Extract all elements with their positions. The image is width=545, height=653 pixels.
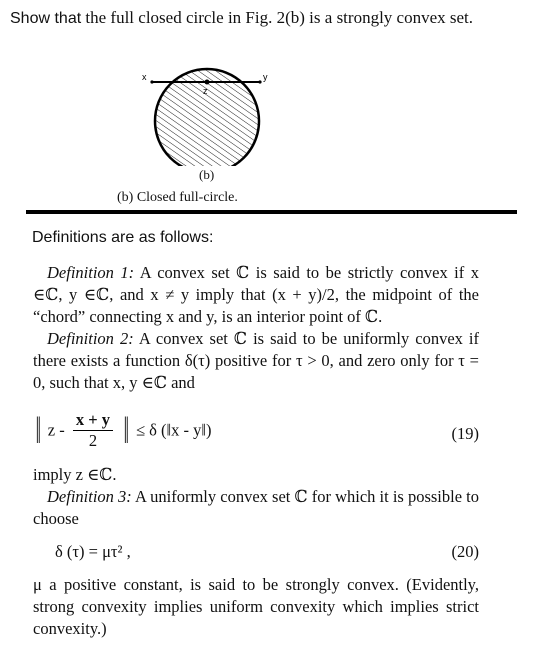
equation-20-number: (20) — [451, 542, 479, 561]
imply-line: imply z ∈ℂ. — [33, 465, 117, 484]
point-x-dot — [150, 80, 153, 83]
point-z-label: z — [203, 86, 208, 96]
definition-3-paragraph — [33, 486, 479, 530]
question-lead: Show that — [10, 10, 82, 27]
question-text — [10, 8, 473, 28]
definition-3-term: Definition 3: — [47, 487, 132, 506]
question-rest: the full closed circle in Fig. 2(b) is a strongly convex set. — [85, 8, 474, 27]
figure-caption: (b) Closed full-circle. — [117, 190, 238, 205]
circle-figure — [130, 66, 290, 166]
point-y-label: y — [263, 72, 268, 82]
definition-3-text: A uniformly convex set ℂ for which it is possible to choose — [33, 487, 480, 528]
point-x-label: x — [142, 72, 147, 82]
equation-19-number: (19) — [451, 424, 479, 443]
equation-19-right: ≤ δ (‖x - y‖) — [135, 420, 212, 440]
definition-1-text: A convex set ℂ is said to be strictly convex if x ∈ℂ, y ∈ℂ, and x ≠ y imply that (x + y)/2, the midpoint of the “chord” connecting x and y, is an interior point of ℂ. — [33, 263, 479, 326]
definition-2-text: A convex set ℂ is said to be uniformly convex if there exists a function δ(τ) positive for τ > 0, and zero only for τ = 0, such that x, y ∈ℂ and — [33, 329, 480, 392]
closing-paragraph: μ a positive constant, is said to be strongly convex. (Evidently, strong convexity implies uniform convexity which implies strict convexity.) — [33, 575, 479, 638]
equation-19-denominator: 2 — [88, 431, 98, 450]
point-z-dot — [205, 80, 210, 85]
section-divider — [26, 210, 517, 214]
equation-19: ‖ z - $\frac{x + y}{2}$ ‖ ≤ δ (‖x - y‖) (19) — [35, 409, 479, 452]
figure-sublabel: (b) — [199, 167, 215, 182]
definition-2-paragraph — [33, 328, 479, 394]
definitions-intro: Definitions are as follows: — [32, 229, 214, 246]
definition-1-term: Definition 1: — [47, 263, 135, 282]
equation-19-numerator: x + y — [73, 410, 113, 431]
point-y-dot — [258, 80, 261, 83]
equation-20 — [33, 542, 479, 562]
equation-19-left: z - — [47, 420, 65, 440]
equation-19-fraction — [73, 410, 113, 451]
definition-2-term: Definition 2: — [47, 329, 134, 348]
definition-1-paragraph — [33, 262, 479, 328]
equation-20-expr: δ (τ) = μτ² , — [55, 542, 131, 561]
